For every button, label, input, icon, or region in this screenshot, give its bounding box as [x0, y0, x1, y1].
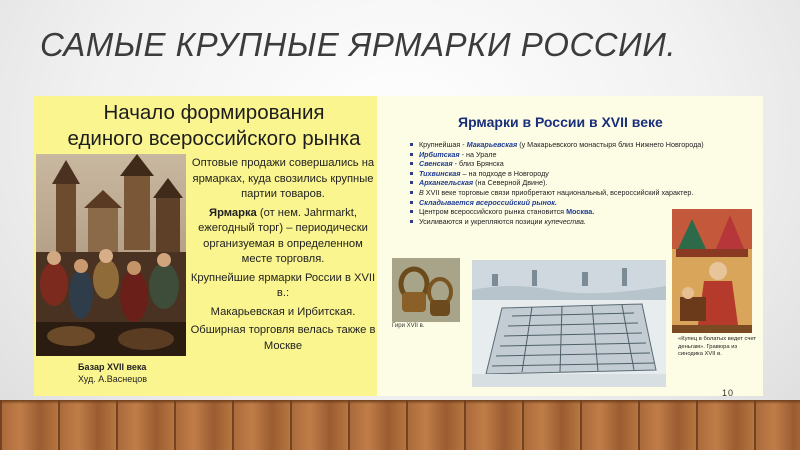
bullet-text: – на подходе в Новгороду — [460, 168, 549, 178]
bullet-irbitskaya — [408, 150, 753, 160]
slide-title: САМЫЕ КРУПНЫЕ ЯРМАРКИ РОССИИ. — [40, 26, 676, 63]
wooden-floor — [0, 400, 800, 450]
bullet-text: - близ Брянска — [452, 159, 504, 169]
left-paragraph-5: Обширная торговля велась также в Москве — [190, 324, 376, 352]
weights-caption: Гири XVII в. — [392, 323, 425, 329]
fair-name: Тихвинская — [419, 168, 461, 178]
bullet-text: Усиливаются и укрепляются позиции — [419, 216, 545, 226]
scale-weights-icon — [392, 258, 460, 322]
left-heading — [64, 100, 364, 152]
fair-name: Ирбитская — [419, 149, 460, 159]
merchant-miniature-icon — [672, 209, 752, 333]
painting-caption-title: Базар XVII века — [78, 362, 147, 372]
right-heading: Ярмарки в России в XVII веке — [458, 114, 663, 130]
bullet-text: Крупнейшая - — [419, 140, 467, 149]
left-paragraph-4: Макарьевская и Ирбитская. — [210, 305, 356, 318]
bullet-text: (у Макарьевского монастыря близ Нижнего Новгорода) — [517, 140, 704, 149]
bullet-tikhvinskaya — [408, 169, 753, 179]
left-paragraph-3: Крупнейшие ярмарки России в XVII в.: — [190, 271, 376, 299]
bullet-national-market — [408, 198, 753, 208]
left-text-block — [190, 156, 376, 354]
fair-name: Архангельская — [419, 178, 474, 188]
term-definition: (от нем. Jahrmarkt, ежегодный торг) – периодически организуемая в определенном месте торговля. — [198, 206, 368, 265]
bullet-text: купечества. — [544, 216, 586, 226]
bullet-trade-links — [408, 188, 753, 198]
left-heading-line1: Начало формирования — [103, 101, 325, 124]
merchant-caption: «Купец в болатых ведет счет деньгам». Гравюра из синодика XVII в. — [678, 336, 757, 357]
bullet-text: (на Северной Двине). — [473, 178, 548, 188]
term-yarmarka: Ярмарка — [209, 206, 257, 219]
fair-name: Свенская — [419, 159, 453, 169]
bullet-text: В — [419, 187, 424, 197]
bullet-text: Москва. — [566, 207, 595, 217]
page-number: 10 — [722, 388, 735, 398]
left-paragraph-2 — [190, 206, 376, 268]
bullet-svenskaya — [408, 159, 753, 169]
bullet-arkhangelskaya — [408, 178, 753, 188]
left-heading-line2: единого всероссийского рынка — [67, 127, 361, 150]
bullet-makaryevskaya — [408, 140, 753, 150]
fair-name: Макарьевская — [466, 140, 518, 149]
fair-engraving-icon — [472, 260, 666, 387]
bullet-text: Складывается всероссийский рынок. — [419, 197, 557, 207]
bullet-text: - на Урале — [459, 149, 497, 159]
bullet-text: Центром всероссийского рынка становится — [419, 207, 567, 217]
market-painting-icon — [36, 154, 186, 356]
left-paragraph-1: Оптовые продажи совершались на ярмарках, куда свозились крупные партии товаров. — [191, 157, 375, 200]
bullet-text: XVII веке торговые связи приобретают национальный, всероссийский характер. — [423, 187, 694, 197]
painting-caption-author: Худ. А.Васнецов — [78, 374, 148, 384]
